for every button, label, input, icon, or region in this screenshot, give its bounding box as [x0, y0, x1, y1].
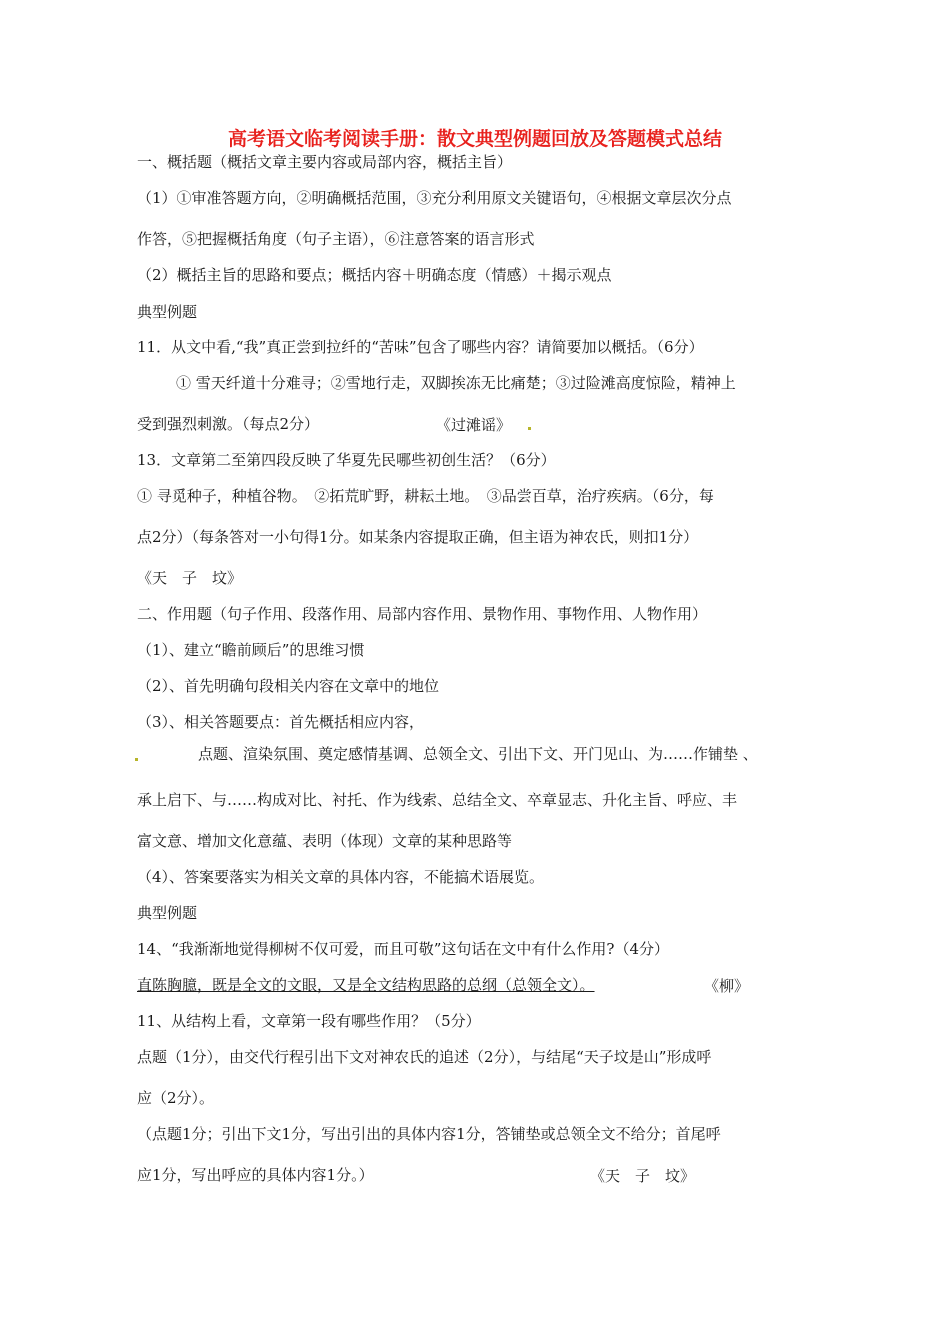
answer-line: 点2分）（每条答对一小句得1分。如某条内容提取正确，但主语为神农氏，则扣1分）	[137, 528, 699, 546]
text-line: 作答，⑤把握概括角度（句子主语），⑥注意答案的语言形式	[137, 230, 535, 248]
text-line: （1）①审准答题方向，②明确概括范围，③充分利用原文关键语句，④根据文章层次分点	[137, 189, 732, 207]
question-line: 11．从文中看,“我”真正尝到拉纤的“苦味”包含了哪些内容？请简要加以概括。（6分）	[137, 338, 704, 356]
text-line: （2）概括主旨的思路和要点；概括内容＋明确态度（情感）＋揭示观点	[137, 266, 612, 284]
question-line: 13．文章第二至第四段反映了华夏先民哪些初创生活？（6分）	[137, 451, 556, 469]
question-line: 11、从结构上看，文章第一段有哪些作用？（5分）	[137, 1012, 481, 1030]
answer-line: 应（2分）。	[137, 1089, 215, 1107]
text-line: 承上启下、与……构成对比、衬托、作为线索、总结全文、卒章显志、升化主旨、呼应、丰	[137, 791, 738, 809]
text-line: （1）、建立“瞻前顾后”的思维习惯	[137, 641, 365, 659]
text-line: （3）、相关答题要点：首先概括相应内容，	[137, 713, 425, 731]
answer-line: 直陈胸臆，既是全文的文眼，又是全文结构思路的总纲（总领全文）。	[137, 976, 595, 994]
answer-line: 点题（1分），由交代行程引出下文对神农氏的追述（2分），与结尾“天子坟是山”形成呼	[137, 1048, 712, 1066]
source-title: 《柳》	[704, 977, 750, 995]
section-one-heading: 一、概括题（概括文章主要内容或局部内容，概括主旨）	[137, 153, 513, 171]
mark-dot	[528, 427, 531, 430]
source-title: 《天 子 坟》	[137, 569, 243, 587]
text-line: （4）、答案要落实为相关文章的具体内容，不能搞术语展览。	[137, 868, 545, 886]
text-line: 点题、渲染氛围、奠定感情基调、总领全文、引出下文、开门见山、为……作铺垫 、	[198, 745, 758, 763]
mark-dot	[135, 758, 138, 761]
answer-line: 应1分，写出呼应的具体内容1分。）	[137, 1166, 374, 1184]
answer-line: ① 寻觅种子，种植谷物。 ②拓荒旷野，耕耘土地。 ③品尝百草，治疗疾病。（6分，每	[137, 487, 714, 505]
text-line: （2）、首先明确句段相关内容在文章中的地位	[137, 677, 440, 695]
subheading-examples: 典型例题	[137, 904, 198, 922]
answer-line: 受到强烈刺激。（每点2分）	[137, 415, 320, 433]
source-title: 《天 子 坟》	[590, 1167, 696, 1185]
answer-line: （点题1分；引出下文1分，写出引出的具体内容1分，答铺垫或总领全文不给分；首尾呼	[137, 1125, 721, 1143]
answer-line: ① 雪天纤道十分难寻；②雪地行走，双脚挨冻无比痛楚；③过险滩高度惊险，精神上	[176, 374, 736, 392]
text-line: 富文意、增加文化意蕴、表明（体现）文章的某种思路等	[137, 832, 513, 850]
question-line: 14、“我渐渐地觉得柳树不仅可爱，而且可敬”这句话在文中有什么作用?（4分）	[137, 940, 670, 958]
source-title: 《过滩谣》	[436, 416, 512, 434]
section-two-heading: 二、作用题（句子作用、段落作用、局部内容作用、景物作用、事物作用、人物作用）	[137, 605, 708, 623]
subheading-examples: 典型例题	[137, 303, 198, 321]
document-title: 高考语文临考阅读手册：散文典型例题回放及答题模式总结	[227, 128, 722, 150]
